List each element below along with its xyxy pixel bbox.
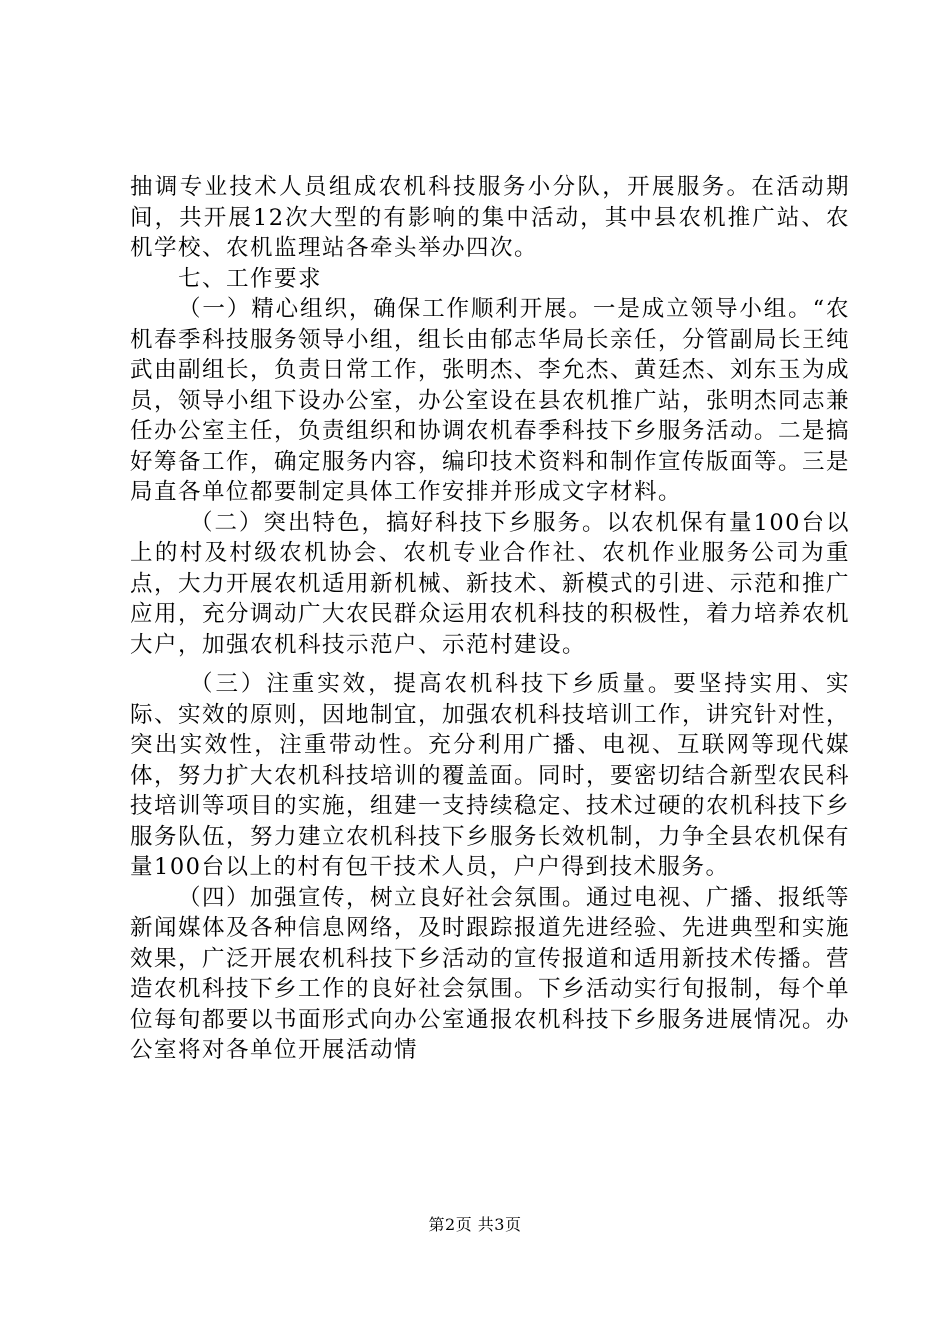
document-body [130,172,850,1066]
paragraph-item-3: （三）注重实效，提高农机科技下乡质量。要坚持实用、实际、实效的原则，因地制宜，加强农机科技培训工作，讲究针对性，突出实效性，注重带动性。充分利用广播、电视、互联网等现代媒体，努力扩大农机科技培训的覆盖面。同时，要密切结合新型农民科技培训等项目的实施，组建一支持续稳定、技术过硬的农机科技下乡服务队伍，努力建立农机科技下乡服务长效机制，力争全县农机保有量100台以上的村有包干技术人员，户户得到技术服务。 [130,671,851,880]
section-heading: 七、工作要求 [178,265,323,292]
paragraph-item-4: （四）加强宣传，树立良好社会氛围。通过电视、广播、报纸等新闻媒体及各种信息网络，及时跟踪报道先进经验、先进典型和实施效果，广泛开展农机科技下乡活动的宣传报道和适用新技术传播。营造农机科技下乡工作的良好社会氛围。下乡活动实行旬报制，每个单位每旬都要以书面形式向办公室通报农机科技下乡服务进展情况。办公室将对各单位开展活动情 [130,884,851,1063]
paragraph-item-1: （一）精心组织，确保工作顺利开展。一是成立领导小组。“农机春季科技服务领导小组，组长由郁志华局长亲任，分管副局长王纯武由副组长，负责日常工作，张明杰、李允杰、黄廷杰、刘东玉为成员，领导小组下设办公室，办公室设在县农机推广站，张明杰同志兼任办公室主任，负责组织和协调农机春季科技下乡服务活动。二是搞好筹备工作，确定服务内容，编印技术资料和制作宣传版面等。三是局直各单位都要制定具体工作安排并形成文字材料。 [130,296,851,505]
paragraph-continuation: 抽调专业技术人员组成农机科技服务小分队，开展服务。在活动期间，共开展12次大型的有影响的集中活动，其中县农机推广站、农机学校、农机监理站各牵头举办四次。 [130,174,850,261]
paragraph-item-2: （二）突出特色，搞好科技下乡服务。以农机保有量100台以上的村及村级农机协会、农机专业合作社、农机作业服务公司为重点，大力开展农机适用新机械、新技术、新模式的引进、示范和推广应用，充分调动广大农民群众运用农机科技的积极性，着力培养农机大户，加强农机科技示范户、示范村建设。 [130,509,851,658]
page-number-footer: 第2页 共3页 [428,1215,522,1234]
